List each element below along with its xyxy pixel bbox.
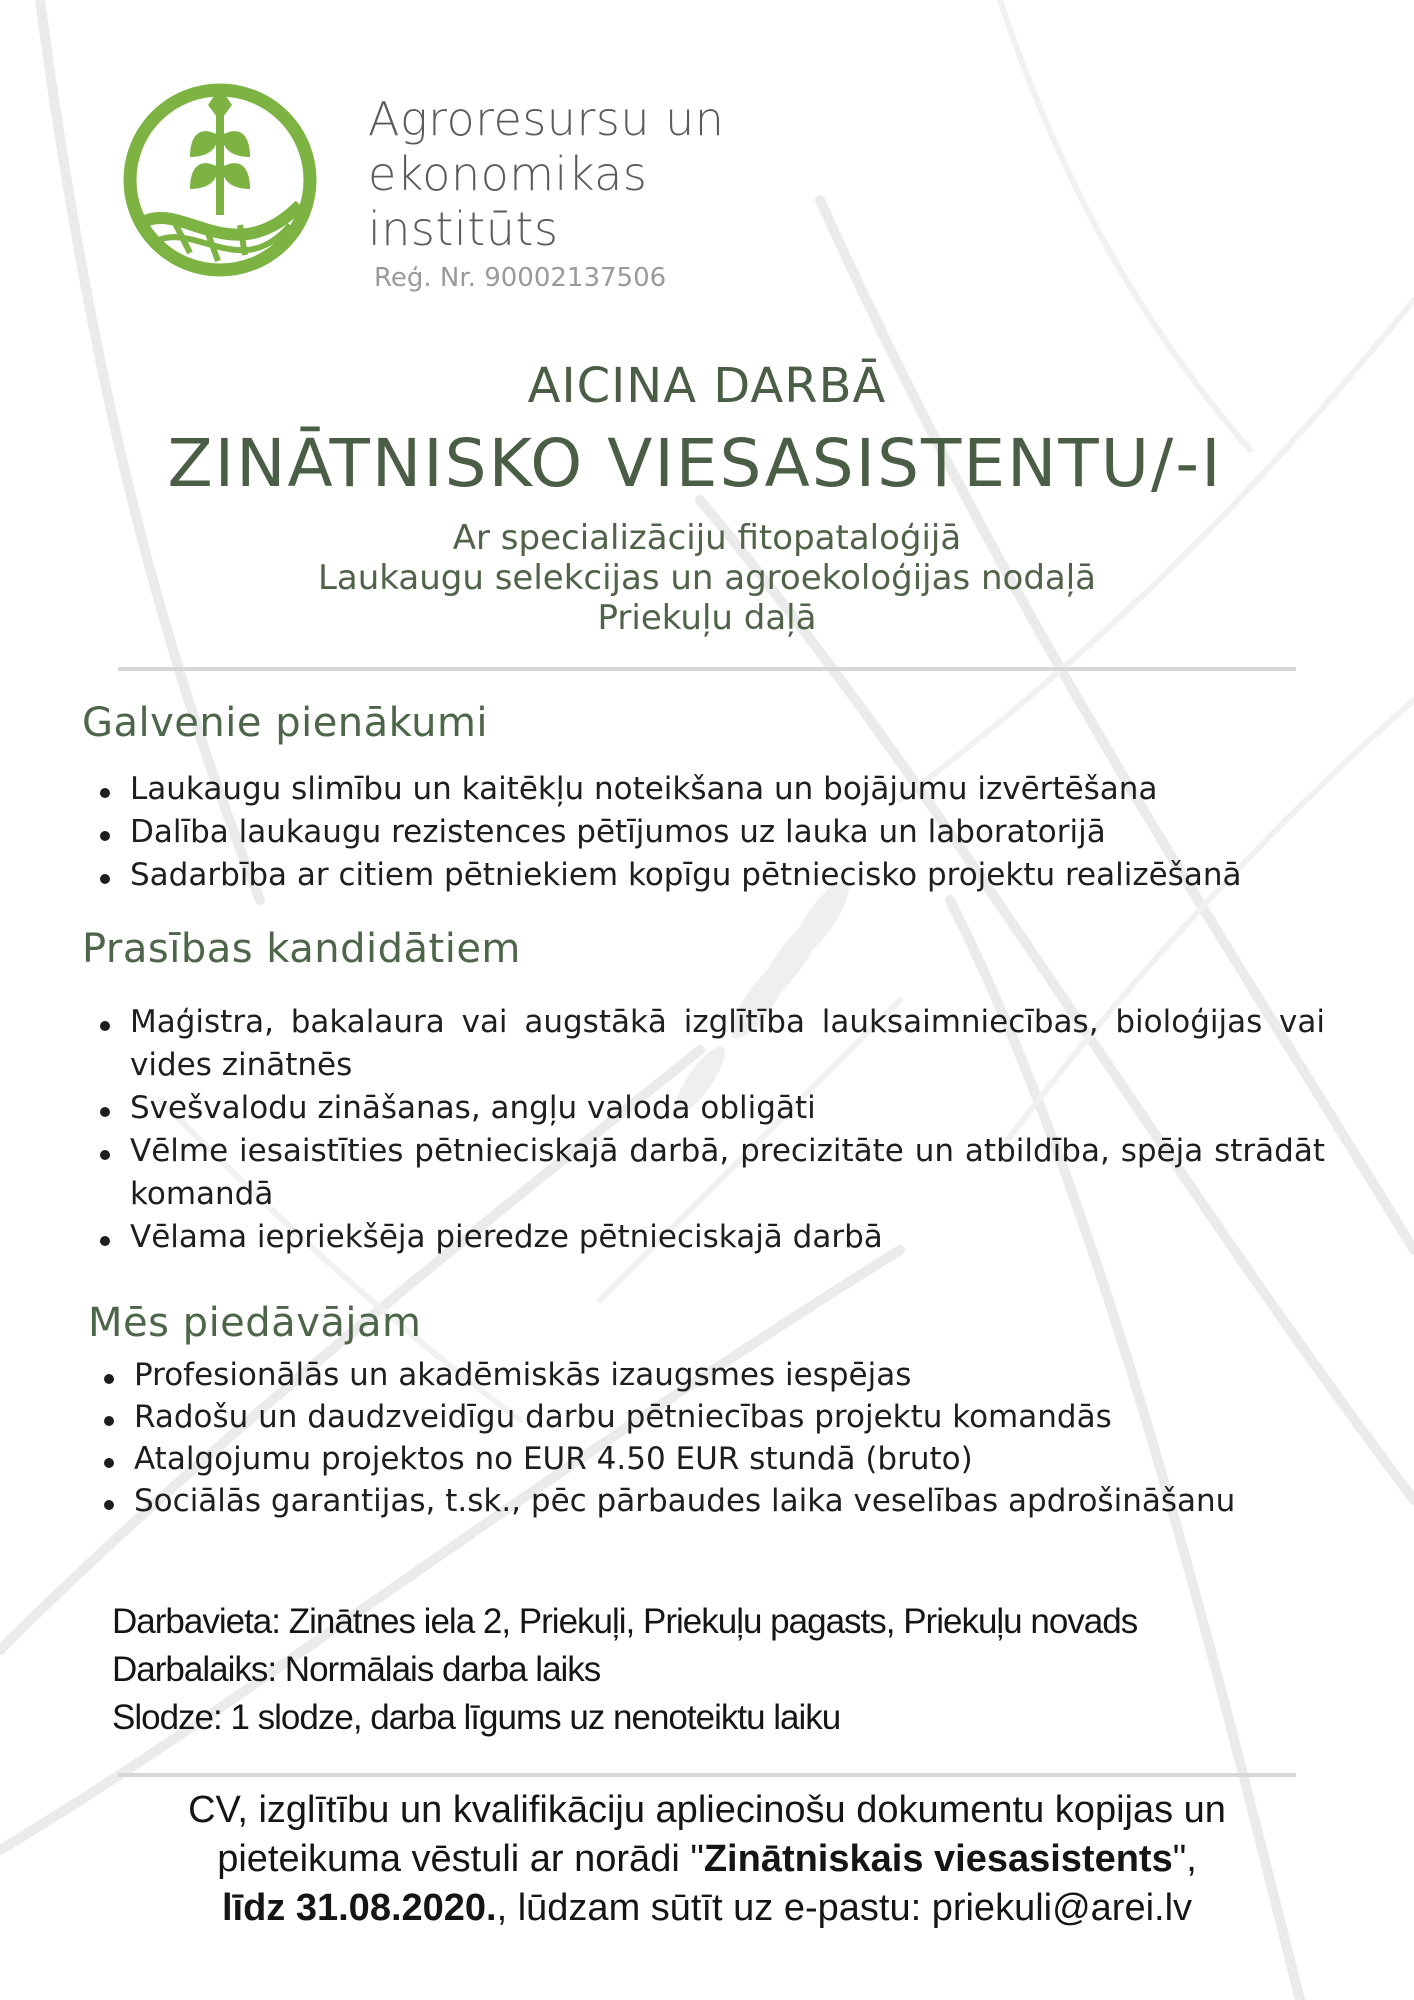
duties-list — [100, 768, 1325, 897]
org-name-line-1: Agroresursu un — [368, 92, 725, 146]
list-item: Laukaugu slimību un kaitēkļu noteikšana un bojājumu izvērtēšana — [100, 768, 1325, 811]
list-item: Vēlme iesaistīties pētnieciskajā darbā, precizitāte un atbildība, spēja strādāt komandā — [100, 1130, 1325, 1216]
list-item: Sociālās garantijas, t.sk., pēc pārbaudes laika veselības apdrošināšanu — [104, 1480, 1344, 1522]
workplace: Darbavieta: Zinātnes iela 2, Priekuļi, Priekuļu pagasts, Priekuļu novads — [112, 1602, 1138, 1641]
cta-deadline: līdz 31.08.2020. — [221, 1887, 497, 1929]
org-name-line-2: ekonomikas — [368, 147, 648, 201]
org-name-line-3: institūts — [368, 202, 559, 256]
top-divider — [118, 667, 1296, 671]
duties-heading: Galvenie pienākumi — [82, 700, 489, 746]
requirements-heading: Prasības kandidātiem — [82, 926, 521, 972]
offer-heading: Mēs piedāvājam — [88, 1300, 422, 1346]
cta-line-2-pre: pieteikuma vēstuli ar norādi " — [217, 1838, 704, 1880]
subtitle-line-1: Ar specializāciju fitopataloģijā — [452, 518, 962, 558]
list-item: Vēlama iepriekšēja pieredze pētnieciskajā darbā — [100, 1216, 1325, 1259]
registration-number: Reģ. Nr. 90002137506 — [374, 263, 667, 293]
list-item: Radošu un daudzveidīgu darbu pētniecības projektu komandās — [104, 1396, 1344, 1438]
bottom-divider — [118, 1773, 1296, 1777]
application-instructions — [60, 1786, 1354, 1933]
cta-line-1: CV, izglītību un kvalifikāciju apliecinošu dokumentu kopijas un — [188, 1789, 1226, 1831]
subtitle-line-2: Laukaugu selekcijas un agroekoloģijas nodaļā — [317, 558, 1097, 598]
cta-line-2 — [60, 1835, 1354, 1884]
cta-subject-label: Zinātniskais viesasistents — [703, 1838, 1173, 1880]
invite-heading: AICINA DARBĀ — [527, 358, 887, 414]
cta-line-2-post: ", — [1172, 1838, 1197, 1880]
cta-line-3 — [60, 1884, 1354, 1933]
list-item: Sadarbība ar citiem pētniekiem kopīgu pētniecisko projektu realizēšanā — [100, 854, 1325, 897]
subtitle-line-3: Priekuļu daļā — [597, 598, 817, 638]
list-item: Maģistra, bakalaura vai augstākā izglītība lauksaimniecības, bioloģijas vai vides zinātnēs — [100, 1001, 1325, 1087]
list-item: Profesionālās un akadēmiskās izaugsmes iespējas — [104, 1354, 1344, 1396]
job-details — [112, 1598, 1312, 1742]
position-subtitle — [0, 518, 1414, 638]
list-item: Atalgojumu projektos no EUR 4.50 EUR stundā (bruto) — [104, 1438, 1344, 1480]
offer-list — [104, 1354, 1344, 1522]
cta-email-text: , lūdzam sūtīt uz e-pastu: priekuli@arei.lv — [496, 1887, 1193, 1929]
workload: Slodze: 1 slodze, darba līgums uz nenoteiktu laiku — [112, 1698, 841, 1737]
requirements-list — [100, 1001, 1325, 1259]
list-item: Svešvalodu zināšanas, angļu valoda obligāti — [100, 1087, 1325, 1130]
list-item: Dalība laukaugu rezistences pētījumos uz lauka un laboratorijā — [100, 811, 1325, 854]
position-title: ZINĀTNISKO VIESASISTENTU/-I — [167, 425, 1223, 502]
working-hours: Darbalaiks: Normālais darba laiks — [112, 1650, 601, 1689]
organization-name — [368, 92, 788, 257]
wheat-dna-logo-icon — [120, 75, 320, 280]
